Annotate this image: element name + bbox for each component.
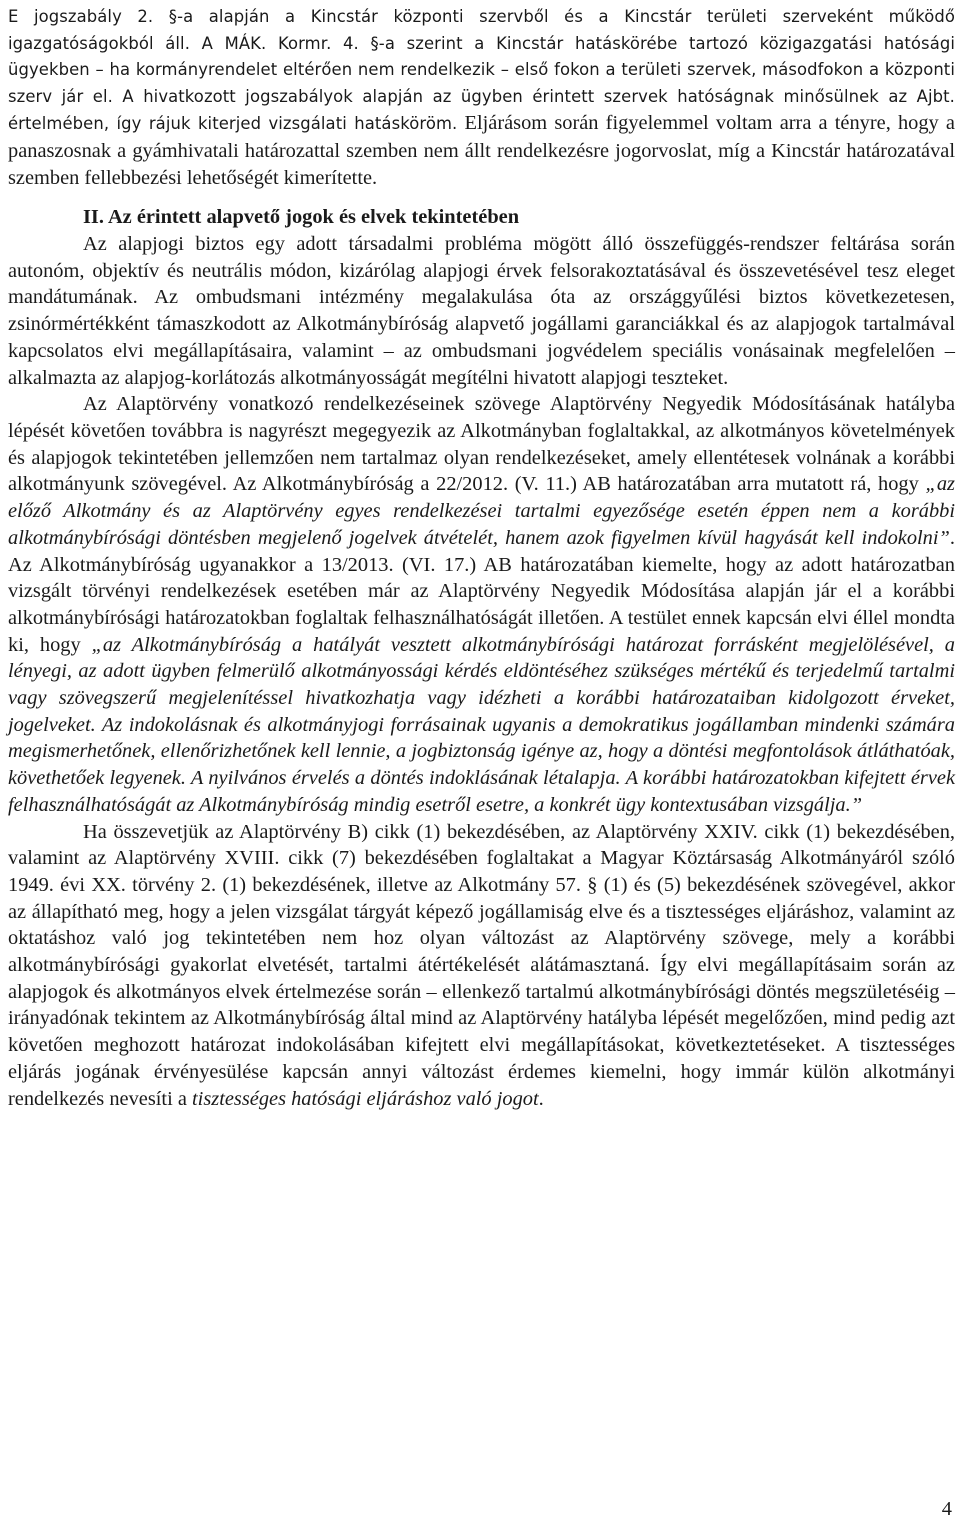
document-page	[8, 4, 955, 1112]
paragraph-3-text-c: .	[538, 1087, 544, 1110]
paragraph-2-quote-1: „az előző Alkotmány és az Alaptörvény egyes rendelkezései tartalmi egyezősége esetén éppen nem a korábbi alkotmánybírósági döntésben megjelenő jogelvek átvételét, hanem azok figyelmen kívül hagyását kell indokolni”	[8, 473, 955, 549]
intro-serif-text: Eljárásom során figyelemmel voltam arra a tényre, hogy a panaszosnak a gyámhivatali határozattal szemben nem állt rendelkezésre jogorvoslat, míg a Kincstár határozatával szemben fellebbezési lehetőségét kimerítette.	[8, 112, 955, 189]
paragraph-2-quote-2: „az Alkotmánybíróság a hatályát vesztett alkotmánybírósági határozat forrásként megjelölésével, a lényegi, az adott ügyben felmerülő alkotmányossági kérdés eldöntéséhez szükséges mértékű és terjedelmű tartalmi vagy szövegszerű megjelenítéssel hivatkozhatja vagy idézheti a korábbi határozataiban kidolgozott érveket, jogelveket. Az indokolásnak és alkotmányjogi forrásainak ugyanis a demokratikus jogállamban mindenki számára megismerhetőnek, ellenőrizhetőnek kell lennie, a jogbiztonság igénye az, hogy a döntési megfontolások átláthatóak, követhetőek legyenek. A nyilvános érvelés a döntés indoklásának létalapja. A korábbi határozatokban kifejtett érvek felhasználhatóságát az Alkotmánybíróság mindig esetről esetre, a konkrét ügy kontextusában vizsgálja.”	[8, 633, 956, 816]
page-number: 4	[941, 1498, 952, 1520]
intro-sans-text: E jogszabály 2. §-a alapján a Kincstár központi szervből és a Kincstár területi szerveként működő igazgatóságokból áll. A MÁK. Kormr. 4. §-a szerint a Kincstár hatáskörébe tartozó közigazgatási hatósági ügyekben – ha kormányrendelet eltérően nem rendelkezik – első fokon a területi szervek, másodfokon a központi szerv jár el. A hivatkozott jogszabályok alapján az ügyben érintett szervek hatóságnak minősülnek az Ajbt. értelmében, így rájuk kiterjed vizsgálati hatásköröm.	[8, 7, 955, 134]
paragraph-2	[8, 391, 955, 818]
section-heading: II. Az érintett alapvető jogok és elvek tekintetében	[83, 206, 520, 229]
paragraph-1: Az alapjogi biztos egy adott társadalmi probléma mögött álló összefüggés-rendszer feltárása során autonóm, objektív és neutrális módon, kizárólag alapjogi érvek felsorakoztatásával és összevetésével tesz eleget mandátumának. Az ombudsmani intézmény megalakulása óta az országgyűlési biztos következetesen, zsinórmértékként támaszkodott az Alkotmánybíróság alapvető jogállami garanciákkal és az alapjogok tartalmával kapcsolatos elvi megállapításaira, valamint – az ombudsmani jogvédelem speciális vonásainak megfelelően – alkalmazta az alapjog-korlátozás alkotmányosságát megítélni hivatott alapjogi teszteket.	[8, 233, 955, 389]
intro-paragraph	[8, 4, 955, 191]
paragraph-3	[8, 819, 955, 1113]
paragraph-2-text-c: . Az Alkotmánybíróság ugyanakkor a 13/2013. (VI. 17.) AB határozatában kiemelte, hogy az adott határozatban vizsgált törvényi rendelkezések esetében már az Alaptörvény Negyedik Módosítása alapján jár el a korábbi alkotmánybírósági határozatokban foglaltak felhasználhatóságát illetően. A testület ennek kapcsán elvi éllel mondta ki, hogy	[8, 526, 955, 656]
paragraph-3-text-a: Ha összevetjük az Alaptörvény B) cikk (1) bekezdésében, az Alaptörvény XXIV. cikk (1) bekezdésében, valamint az Alaptörvény XVIII. cikk (7) bekezdésében foglaltakat a Magyar Köztársaság Alkotmányáról szóló 1949. évi XX. törvény 2. (1) bekezdésének, illetve az Alkotmány 57. § (1) és (5) bekezdésének szövegével, akkor az állapítható meg, hogy a jelen vizsgálat tárgyát képező jogállamiság elve és a tisztességes eljáráshoz, valamint az oktatáshoz való jog tekintetében nem hoz olyan változást az Alaptörvény szövege, mely a korábbi alkotmánybírósági gyakorlat elvetését, tartalmi átértékelését alátámasztaná. Így elvi megállapításaim során az alapjogok és alkotmányos elvek értelmezése során – ellenkező tartalmú alkotmánybírósági döntés megszületéséig – irányadónak tekintem az Alkotmánybíróság által mind az Alaptörvény hatályba lépését megelőzően, mind pedig azt követően meghozott határozat indokolásában kifejtett elvi megállapításokat, következtetéseket. A tisztességes eljárás jogának érvényesülése kapcsán annyi változást érdemes kiemelni, hogy immár külön alkotmányi rendelkezés nevesíti a	[8, 820, 955, 1110]
paragraph-3-italic: tisztességes hatósági eljáráshoz való jogot	[192, 1087, 539, 1110]
paragraph-2-text-a: Az Alaptörvény vonatkozó rendelkezéseinek szövege Alaptörvény Negyedik Módosításának hatályba lépését követően továbbra is nagyrészt megegyezik az Alkotmányban foglaltakkal, az alkotmányos követelmények és alapjogok tekintetében jellemzően nem tartalmaz olyan rendelkezéseket, amely ellentétesek volnának a korábbi alkotmányunk szövegével. Az Alkotmánybíróság a 22/2012. (V. 11.) AB határozatában arra mutatott rá, hogy	[8, 393, 955, 496]
